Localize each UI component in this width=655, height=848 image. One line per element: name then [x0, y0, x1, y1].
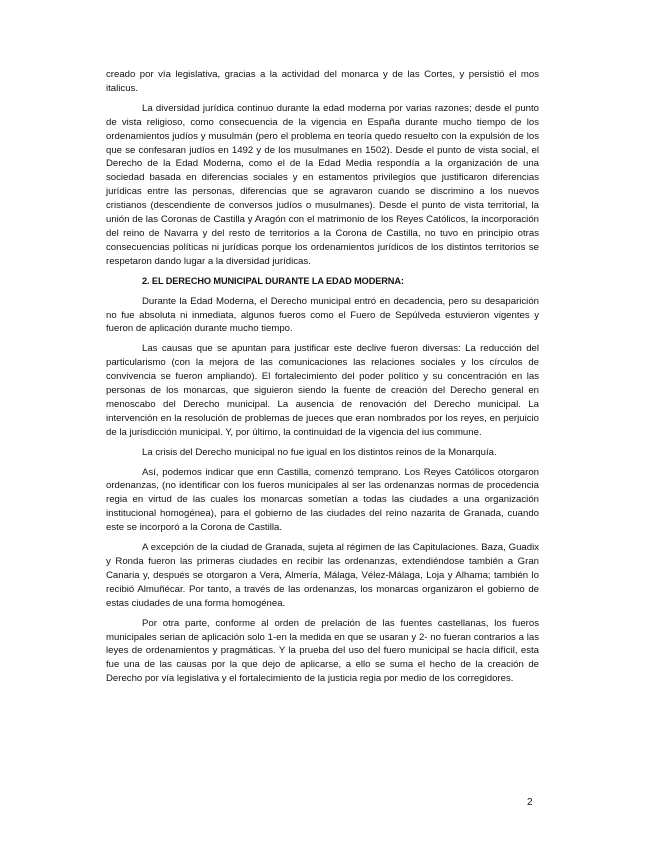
paragraph-prelacion: Por otra parte, conforme al orden de prelación de las fuentes castellanas, los fueros municipales serian de aplicación solo 1-en la medida en que se usaran y 2- no fueran contrarios a las leyes de ordenamientos y pragmáticas. Y la prueba del uso del fuero municipal se hacía difícil, esta fue una de las causas por la que dejo de aplicarse, a ello se suma el hecho de la creación de Derecho por vía legislativa y el fortalecimiento de la justicia regia por medio de los corregidores.	[106, 617, 539, 685]
document-page	[106, 68, 539, 686]
paragraph-diversidad-juridica: La diversidad jurídica continuo durante la edad moderna por varias razones; desde el punto de vista religioso, como consecuencia de la vigencia en España durante mucho tiempo de los ordenamientos judíos y musulmán (pero el problema en teoría quedo resuelto con la expulsión de los que se confesaran judíos en 1492 y de los musulmanes en 1502). Desde el punto de vista social, el Derecho de la Edad Moderna, como el de la Edad Media respondía a la organización de una sociedad basada en diferencias sociales y en estamentos privilegios que justificaron diferencias jurídicas entre las personas, diferencias que se agravaron cuando se discrimino a los nuevos cristianos (descendiente de conversos judíos o musulmanes). Desde el punto de vista territorial, la unión de las Coronas de Castilla y Aragón con el matrimonio de los Reyes Católicos, la incorporación del reino de Navarra y del resto de territorios a la Corona de Castilla, no tuvo en principio otras consecuencias políticas ni jurídicas porque los ordenamientos jurídicos de los distintos territorios se respetaron dando lugar a la diversidad jurídicas.	[106, 102, 539, 267]
paragraph-decadencia: Durante la Edad Moderna, el Derecho municipal entró en decadencia, pero su desaparición no fue absoluta ni inmediata, algunos fueros como el Fuero de Sepúlveda estuvieron vigentes y fueron de aplicación durante mucho tiempo.	[106, 295, 539, 335]
paragraph-castilla: Así, podemos indicar que enn Castilla, comenzó temprano. Los Reyes Católicos otorgaron ordenanzas, (no identificar con los fueros municipales al ser las ordenanzas normas de procedencia regia en virtud de las cuales los monarcas sometían a todas las ciudades a una organización institucional homogénea), para el gobierno de las ciudades del reino nazarita de Granada, cuando este se incorporó a la Corona de Castilla.	[106, 466, 539, 534]
page-number: 2	[527, 797, 533, 808]
paragraph-crisis: La crisis del Derecho municipal no fue igual en los distintos reinos de la Monarquía.	[142, 446, 497, 458]
paragraph-granada: A excepción de la ciudad de Granada, sujeta al régimen de las Capitulaciones. Baza, Guadix y Ronda fueron las primeras ciudades en recibir las ordenanzas, extendiéndose también a Gran Canaria y, después se otorgaron a Vera, Almería, Málaga, Vélez-Málaga, Loja y Alhama; también lo recibió Almuñécar. Por tanto, a través de las ordenanzas, los monarcas organizaron el gobierno de estas ciudades de una forma homogénea.	[106, 542, 539, 609]
paragraph-continuation: creado por vía legislativa, gracias a la actividad del monarca y de las Cortes, y persistió el mos italicus.	[106, 69, 539, 94]
section-heading: 2. EL DERECHO MUNICIPAL DURANTE LA EDAD MODERNA:	[142, 275, 404, 286]
paragraph-causas: Las causas que se apuntan para justificar este declive fueron diversas: La reducción del particularismo (con la mejora de las comunicaciones las relaciones sociales y los círculos de convivencia se fueron ampliando). El fortalecimiento del poder político y su concentración en las personas de los monarcas, que siguieron siendo la fuente de creación del Derecho general en menoscabo del Derecho municipal. La ausencia de renovación del Derecho municipal. La intervención en la resolución de problemas de jueces que eran nombrados por los reyes, en perjuicio de la jurisdicción municipal. Y, por último, la continuidad de la vigencia del ius commune.	[106, 343, 539, 438]
